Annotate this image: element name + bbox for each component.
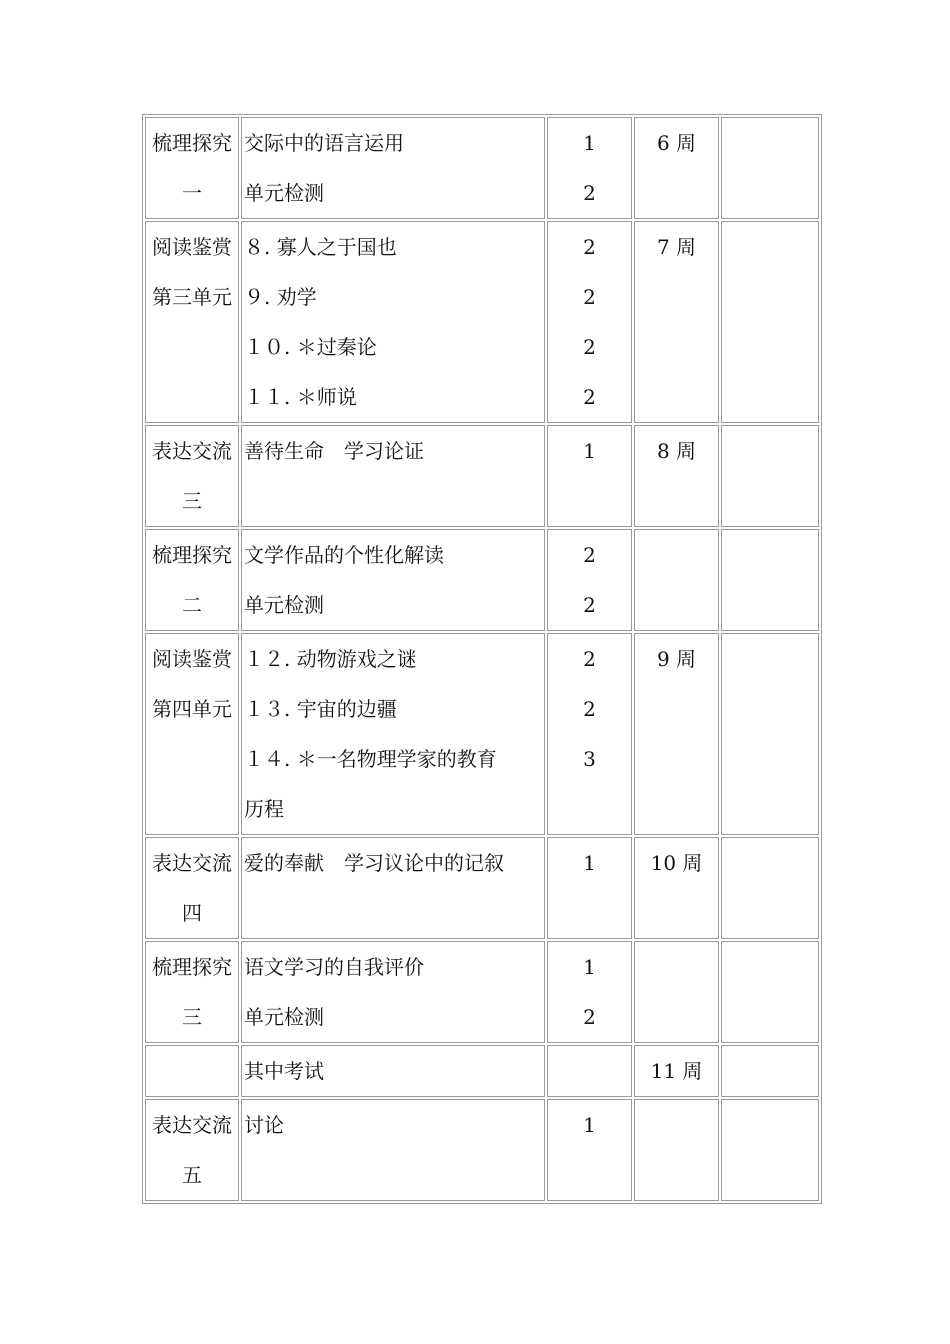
week-label: 11 周 [650, 1059, 703, 1083]
unit-cell [145, 837, 239, 939]
hours-cell [547, 1099, 632, 1201]
unit-label: 二 [182, 593, 202, 617]
unit-cell [145, 1045, 239, 1097]
week-label: 9 周 [656, 647, 697, 671]
week-cell [634, 425, 719, 527]
hours-cell [547, 529, 632, 631]
note-text [722, 222, 818, 272]
lesson-hours: 2 [583, 543, 596, 567]
lesson-cell [241, 117, 545, 219]
lesson-cell [241, 633, 545, 835]
table-row [145, 117, 819, 219]
lesson-cell [241, 941, 545, 1043]
hours-cell [547, 633, 632, 835]
week-label [635, 942, 718, 992]
note-text [722, 530, 818, 580]
unit-label: 阅读鉴赏 [152, 235, 232, 259]
unit-label: 三 [182, 1005, 202, 1029]
note-text [722, 426, 818, 476]
unit-label: 阅读鉴赏 [152, 647, 232, 671]
unit-label: 表达交流 [152, 439, 232, 463]
unit-cell [145, 1099, 239, 1201]
lesson-hours: 1 [583, 439, 596, 463]
lesson-hours: 2 [583, 697, 596, 721]
week-label: 8 周 [656, 439, 697, 463]
table-row [145, 941, 819, 1043]
lesson-cell [241, 837, 545, 939]
lesson-title: 交际中的语言运用 [244, 131, 404, 155]
note-text [722, 942, 818, 992]
lesson-hours: 2 [583, 235, 596, 259]
week-cell [634, 837, 719, 939]
lesson-title: ９. 劝学 [244, 285, 317, 309]
table-row [145, 633, 819, 835]
week-cell [634, 941, 719, 1043]
unit-label: 第三单元 [152, 285, 232, 309]
table-row [145, 1099, 819, 1201]
note-text [722, 1046, 818, 1096]
table-row [145, 1045, 819, 1097]
lesson-title: 爱的奉献 学习议论中的记叙 [244, 851, 504, 875]
unit-cell [145, 633, 239, 835]
hours-cell [547, 941, 632, 1043]
lesson-hours: 2 [583, 593, 596, 617]
schedule-table [142, 114, 822, 1204]
hours-cell [547, 425, 632, 527]
lesson-cell [241, 425, 545, 527]
lesson-title: 单元检测 [244, 1005, 324, 1029]
lesson-title: １１. ＊师说 [244, 385, 357, 409]
lesson-cell [241, 529, 545, 631]
unit-cell [145, 221, 239, 423]
week-label [635, 1100, 718, 1150]
week-cell [634, 221, 719, 423]
unit-cell [145, 529, 239, 631]
week-label: 7 周 [656, 235, 697, 259]
lesson-title: 单元检测 [244, 593, 324, 617]
hours-cell [547, 117, 632, 219]
lesson-cell [241, 1099, 545, 1201]
unit-label: 三 [182, 489, 202, 513]
week-cell [634, 529, 719, 631]
unit-label: 第四单元 [152, 697, 232, 721]
lesson-hours: 2 [583, 181, 596, 205]
note-cell [721, 633, 819, 835]
note-cell [721, 529, 819, 631]
note-cell [721, 941, 819, 1043]
note-text [722, 634, 818, 684]
lesson-hours: 2 [583, 647, 596, 671]
lesson-hours: 1 [583, 955, 596, 979]
note-text [722, 1100, 818, 1150]
lesson-title: １２. 动物游戏之谜 [244, 647, 417, 671]
lesson-hours: 2 [583, 385, 596, 409]
note-cell [721, 425, 819, 527]
hours-cell [547, 1045, 632, 1097]
note-cell [721, 1045, 819, 1097]
note-cell [721, 117, 819, 219]
lesson-title: 语文学习的自我评价 [244, 955, 424, 979]
table-row [145, 837, 819, 939]
table-row [145, 529, 819, 631]
lesson-title: １４. ＊一名物理学家的教育 [244, 747, 497, 771]
note-cell [721, 221, 819, 423]
lesson-title: ８. 寡人之于国也 [244, 235, 397, 259]
unit-label: 表达交流 [152, 851, 232, 875]
lesson-hours: 2 [583, 1005, 596, 1029]
unit-label: 一 [182, 181, 202, 205]
table-row [145, 425, 819, 527]
lesson-cell [241, 1045, 545, 1097]
unit-label: 梳理探究 [152, 131, 232, 155]
week-label [635, 530, 718, 580]
lesson-cell [241, 221, 545, 423]
unit-label: 五 [182, 1163, 202, 1187]
unit-cell [145, 425, 239, 527]
unit-label: 表达交流 [152, 1113, 232, 1137]
unit-label: 梳理探究 [152, 955, 232, 979]
lesson-hours: 3 [583, 747, 596, 771]
hours-cell [547, 837, 632, 939]
schedule-body [145, 117, 819, 1201]
lesson-title: 历程 [244, 797, 284, 821]
unit-label: 梳理探究 [152, 543, 232, 567]
lesson-title: 文学作品的个性化解读 [244, 543, 444, 567]
lesson-hours: 1 [583, 851, 596, 875]
lesson-title: １３. 宇宙的边疆 [244, 697, 397, 721]
lesson-title: １０. ＊过秦论 [244, 335, 377, 359]
unit-cell [145, 941, 239, 1043]
hours-cell [547, 221, 632, 423]
lesson-title: 单元检测 [244, 181, 324, 205]
week-cell [634, 117, 719, 219]
lesson-hours: 1 [583, 1113, 596, 1137]
note-cell [721, 1099, 819, 1201]
table-row [145, 221, 819, 423]
note-text [722, 118, 818, 168]
unit-cell [145, 117, 239, 219]
unit-label: 四 [182, 901, 202, 925]
lesson-hours: 1 [583, 131, 596, 155]
week-cell [634, 633, 719, 835]
week-label: 6 周 [656, 131, 697, 155]
note-cell [721, 837, 819, 939]
week-cell [634, 1045, 719, 1097]
lesson-title: 善待生命 学习论证 [244, 439, 424, 463]
week-cell [634, 1099, 719, 1201]
lesson-hours: 2 [583, 335, 596, 359]
lesson-title: 其中考试 [244, 1059, 324, 1083]
lesson-title: 讨论 [244, 1113, 284, 1137]
note-text [722, 838, 818, 888]
week-label: 10 周 [650, 851, 703, 875]
lesson-hours: 2 [583, 285, 596, 309]
